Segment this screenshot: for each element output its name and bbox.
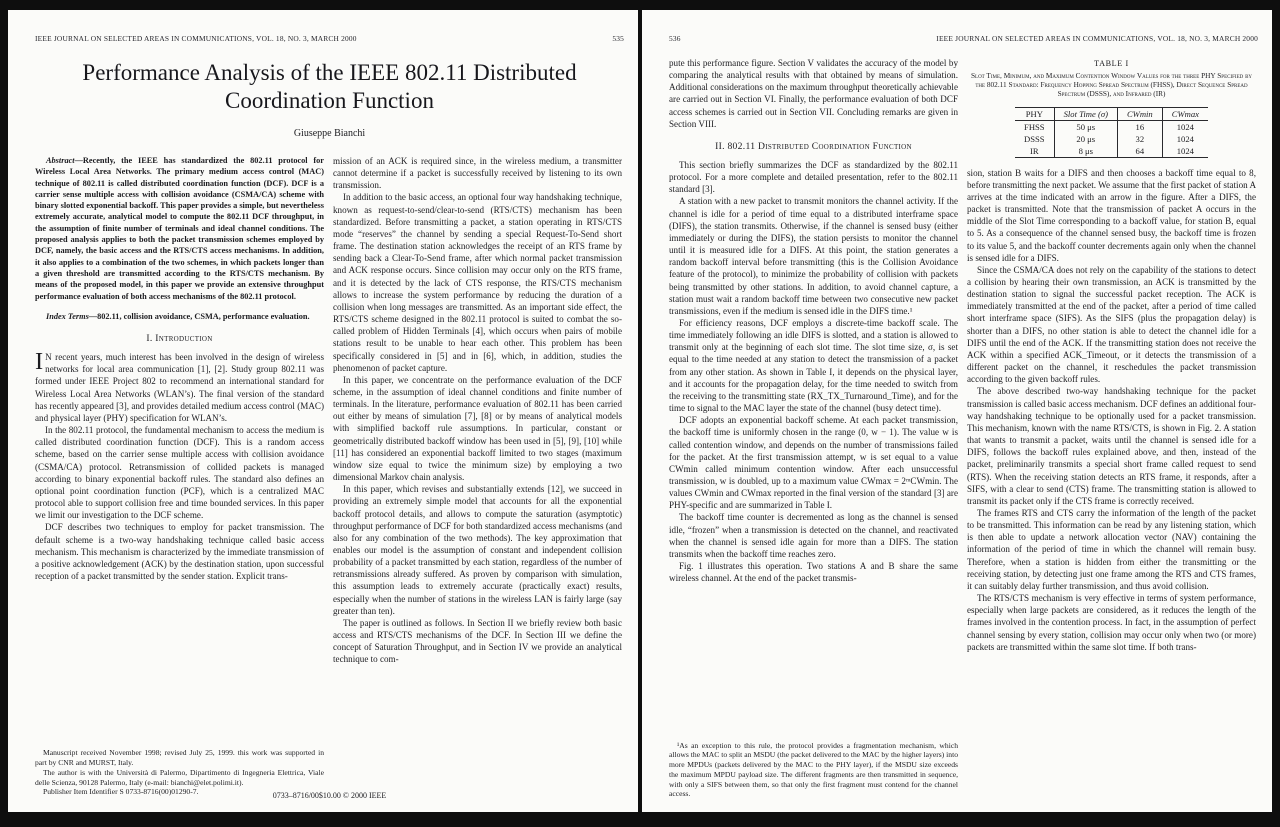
table-1	[967, 57, 1256, 158]
paragraph: The frames RTS and CTS carry the information of the length of the packet to be transmitted. This information can be read by any listening station, which is then able to update a network allocation vector (NAV) containing the information of the period of time in which the channel will remain busy. Therefore, when a station is hidden from either the transmitting or the receiving station, by detecting just one frame among the RTS and CTS frames, it can suitably delay further transmission, and thus avoid collision.	[967, 507, 1256, 591]
abstract-label: Abstract—	[46, 156, 83, 165]
table-cell: FHSS	[1024, 121, 1045, 132]
index-terms	[35, 311, 324, 322]
index-terms-label: Index Terms—	[46, 311, 98, 321]
table-row	[1015, 133, 1208, 145]
abstract-text: Recently, the IEEE has standardized the 802.11 protocol for Wireless Local Area Networks. The primary medium access control (MAC) technique of 802.11 is called distributed coordination function (DCF). DCF is a carrier sense multiple access with collision avoidance (CSMA/CA) scheme with binary slotted exponential backoff. This paper provides a simple, but nevertheless extremely accurate, analytical model to compute the 802.11 DCF throughput, in the assumption of finite number of terminals and ideal channel conditions. The proposed analysis applies to both the packet transmission schemes employed by DCF, namely, the basic access and the RTS/CTS access mechanisms. In addition, it also applies to a combination of the two schemes, in which packets longer than a given threshold are transmitted according to the RTS/CTS mechanism. By means of the proposed model, in this paper we provide an extensive throughput performance evaluation of both access mechanisms of the 802.11 protocol.	[35, 156, 324, 301]
intro-paragraph-text: N recent years, much interest has been involved in the design of wireless networks for local area communication [1], [2]. Study group 802.11 was formed under IEEE Project 802 to recommend an international standard for Wireless Local Area Networks (WLAN’s). The final version of the standard has recently appeared [3], and provides detailed medium access control (MAC) and physical layer (PHY) specification for WLAN’s.	[35, 352, 324, 423]
table-cell: 1024	[1162, 120, 1208, 133]
author-footnotes	[35, 740, 324, 797]
column-left	[35, 155, 324, 797]
table-cell: 32	[1117, 133, 1162, 145]
paragraph: The paper is outlined as follows. In Section II we briefly review both basic access and RTS/CTS mechanisms of the DCF. In Section III we define the concept of Saturation Throughput, and in Section IV we provide an analytical technique to com-	[333, 617, 622, 665]
paragraph: In this paper, which revises and substantially extends [12], we succeed in providing an extremely simple model that accounts for all the exponential backoff protocol details, and allows to compute the saturation (asymptotic) throughput performance of DCF for both standardized access mechanisms (and also for any combination of the two methods). The key approximation that enables our model is the assumption of constant and independent collision probability of a packet transmitted by each station, regardless of the number of retransmissions already suffered. As proven by comparison with simulation, this assumption leads to extremely accurate (practically exact) results, especially when the number of stations in the wireless LAN is fairly large (say greater than ten).	[333, 484, 622, 616]
table-cell: 1024	[1162, 145, 1208, 158]
journal-title: IEEE JOURNAL ON SELECTED AREAS IN COMMUNICATIONS, VOL. 18, NO. 3, MARCH 2000	[35, 34, 357, 43]
footnote-affiliation: The author is with the Università di Palermo, Dipartimento di Ingegneria Elettrica, Viale delle Scienza, 90128 Palermo, Italy (e-mail: bianchi@elet.polimi.it).	[35, 767, 324, 787]
index-terms-text: 802.11, collision avoidance, CSMA, performance evaluation.	[97, 311, 310, 321]
paragraph: DCF describes two techniques to employ for packet transmission. The default scheme is a two-way handshaking technique called basic access mechanism. This mechanism is characterized by the immediate transmission of a positive acknowledgement (ACK) by the destination station, upon successful reception of a packet transmitted by the sender station. Explicit trans-	[35, 522, 324, 581]
page-spread	[8, 10, 1272, 812]
table-cell: 16	[1117, 120, 1162, 133]
table-cell: 8 μs	[1054, 145, 1117, 158]
section-heading-2: II. 802.11 Distributed Coordination Function	[715, 140, 912, 152]
column-right	[333, 155, 622, 797]
table-cell: DSSS	[1024, 133, 1045, 144]
fragmentation-footnote	[669, 733, 958, 799]
column-right	[967, 57, 1256, 799]
page-number: 536	[669, 34, 681, 43]
page-535	[8, 10, 638, 812]
table-cell: 50 μs	[1054, 120, 1117, 133]
table-row	[1015, 145, 1208, 158]
paragraph: The backoff time counter is decremented as long as the channel is sensed idle, “frozen” when a transmission is detected on the channel, and reactivated when the channel is sensed idle again for more than a DIFS. The station transmits when the backoff time reaches zero.	[669, 512, 958, 559]
footnote-text: ¹As an exception to this rule, the protocol provides a fragmentation mechanism, which allows the MAC to split an MSDU (the packet delivered to the MAC by the higher layers) into more MPDUs (packets delivered by the MAC to the PHY layer), if the MSDU size exceeds the maximum MPDU payload size. The different fragments are then transmitted in sequence, with only a SIFS between them, so that only the first fragment must contend for the channel access.	[669, 740, 958, 799]
paragraph: Fig. 1 illustrates this operation. Two stations A and B share the same wireless channel. At the end of the packet transmis-	[669, 561, 958, 584]
paragraph: pute this performance figure. Section V validates the accuracy of the model by comparing the analytical results with that obtained by means of simulation. Additional considerations on the maximum throughput theoretically achievable are carried out in Section VI. Finally, the performance evaluation of both DCF access schemes is carried out in Section VII. Concluding remarks are given in Section VIII.	[669, 58, 958, 129]
table-header-cell: CWmin	[1117, 107, 1162, 120]
paragraph: In the 802.11 protocol, the fundamental mechanism to access the medium is called distributed coordination function (DCF). This is a random access scheme, based on the carrier sense multiple access with collision avoidance (CSMA/CA) protocol. Retransmission of collided packets is managed according to binary exponential backoff rules. The standard also defines an optional point coordination function (PCF), which is a centralized MAC protocol able to support collision free and time bounded services. In this paper we limit our investigation to the DCF scheme.	[35, 425, 324, 521]
column-left	[669, 57, 958, 799]
footnote-identifier: Publisher Item Identifier S 0733-8716(00)01290-7.	[43, 787, 199, 797]
running-header	[669, 34, 1258, 43]
page-536	[642, 10, 1272, 812]
paragraph: In this paper, we concentrate on the performance evaluation of the DCF scheme, in the assumption of ideal channel conditions and finite number of terminals. In the literature, performance evaluation of 802.11 has been carried out either by means of simulation [7], [8] or by means of analytical models with simplified backoff rule assumptions. In particular, constant or geometrically distributed backoff window has been used in [5], [9], [10] while [11] has considered an exponential backoff limited to two stages (maximum window size equal to twice the minimum size) by employing a two dimensional Markov chain analysis.	[333, 374, 622, 483]
section-heading-1: I. Introduction	[146, 333, 213, 345]
table-cell: IR	[1015, 145, 1054, 158]
table-label: TABLE I	[1094, 59, 1129, 68]
paragraph: A station with a new packet to transmit monitors the channel activity. If the channel is idle for a period of time equal to a distributed interframe space (DIFS), the station transmits. Otherwise, if the channel is sensed busy (either immediately or during the DIFS), the station persists to monitor the channel until it is measured idle for a DIFS. At this point, the station generates a random backoff interval before transmitting (this is the Collision Avoidance feature of the protocol), to minimize the probability of collision with packets being transmitted by other stations. In addition, to avoid channel capture, a station must wait a random backoff time between two consecutive new packet transmissions, even if the medium is sensed idle in the DIFS time.¹	[669, 196, 958, 316]
paragraph: sion, station B waits for a DIFS and then chooses a backoff time equal to 8, before transmitting the next packet. We assume that the first packet of station A arrives at the time indicated with an arrow in the figure. After a DIFS, the packet is transmitted. Note that the transmission of packet A occurs in the middle of the Slot Time corresponding to a backoff value, for station B, equal to 5. As a consequence of the channel sensed busy, the backoff time is frozen to its value 5, and the backoff counter decrements again only when the channel is sensed idle for a DIFS.	[967, 167, 1256, 263]
paper-title: Performance Analysis of the IEEE 802.11 Distributed Coordination Function	[82, 60, 577, 113]
paragraph	[35, 348, 324, 424]
paragraph: mission of an ACK is required since, in the wireless medium, a transmitter cannot determine if a packet is successfully received by listening to its own transmission.	[333, 156, 622, 191]
journal-title: IEEE JOURNAL ON SELECTED AREAS IN COMMUNICATIONS, VOL. 18, NO. 3, MARCH 2000	[936, 34, 1258, 43]
paragraph: In addition to the basic access, an optional four way handshaking technique, known as request-to-send/clear-to-send (RTS/CTS) mechanism has been standardized. Before transmitting a packet, a station operating in RTS/CTS mode “reserves” the channel by sending a special Request-To-Send short frame. The destination station acknowledges the receipt of an RTS frame by sending back a Clear-To-Send frame, after which normal packet transmission and ACK response occurs. Since collision may occur only on the RTS frame, and it is detected by the lack of CTS response, the RTS/CTS mechanism allows to increase the system performance by reducing the duration of a collision when long messages are transmitted. As an important side effect, the RTS/CTS scheme designed in the 802.11 protocol is suited to combat the so-called problem of Hidden Terminals [4], which occurs when pairs of mobile stations result to be unable to hear each other. This problem has been specifically considered in [5] and in [6], which, in addition, studies the phenomenon of packet capture.	[333, 192, 622, 373]
table-row	[1015, 120, 1208, 133]
paragraph: For efficiency reasons, DCF employs a discrete-time backoff scale. The time immediately following an idle DIFS is slotted, and a station is allowed to transmit only at the beginning of each slot time. The slot time size, σ, is set equal to the time needed at any station to detect the transmission of a packet from any other station. As shown in Table I, it depends on the physical layer, and it accounts for the propagation delay, for the time needed to switch from the receiving to the transmitting state (RX_TX_Turnaround_Time), and for the time to signal to the MAC layer the state of the channel (busy detect time).	[669, 317, 958, 414]
footnote-manuscript: Manuscript received November 1998; revised July 25, 1999. this work was supported in part by CNR and MURST, Italy.	[35, 748, 324, 768]
table-cell: 20 μs	[1054, 133, 1117, 145]
table-cell: 1024	[1162, 133, 1208, 145]
paragraph: DCF adopts an exponential backoff scheme. At each packet transmission, the backoff time is uniformly chosen in the range (0, w − 1). The value w is called contention window, and depends on the number of transmissions failed for the packet. At the first transmission attempt, w is set equal to a value CWmin called minimum contention window. After each unsuccessful transmission, w is doubled, up to a maximum value CWmax = 2ᵐCWmin. The values CWmin and CWmax reported in the final version of the standard [3] are PHY-specific and are summarized in Table I.	[669, 415, 958, 511]
phy-parameters-table	[1015, 107, 1208, 158]
table-header-row	[1015, 107, 1208, 120]
paragraph: Since the CSMA/CA does not rely on the capability of the stations to detect a collision by hearing their own transmission, an ACK is transmitted by the destination station to signal the successful packet reception. The ACK is immediately transmitted at the end of the packet, after a period of time called short interframe space (SIFS). As the SIFS (plus the propagation delay) is shorter than a DIFS, no other station is able to detect the channel idle for a DIFS until the end of the ACK. If the transmitting station does not receive the ACK within a specified ACK_Timeout, or it detects the transmission of a different packet on the channel, it reschedules the packet transmission according to the given backoff rules.	[967, 264, 1256, 385]
table-caption: Slot Time, Minimum, and Maximum Contention Window Values for the three PHY Specified by the 802.11 Standard: Frequency Hopping Spread Spectrum (FHSS), Direct Sequence Spread Spectrum (DSSS), and Infrared (IR)	[970, 71, 1253, 99]
page-number: 535	[612, 34, 624, 43]
table-cell: 64	[1117, 145, 1162, 158]
author-name: Giuseppe Bianchi	[293, 128, 366, 139]
drop-cap: I	[35, 348, 44, 376]
paragraph: This section briefly summarizes the DCF as standardized by the 802.11 protocol. For a more complete and detailed presentation, refer to the 802.11 standard [3].	[669, 159, 958, 195]
paragraph: The above described two-way handshaking technique for the packet transmission is called basic access mechanism. DCF defines an additional four-way handshaking technique to be optionally used for a packet transmission. This mechanism, known with the name RTS/CTS, is shown in Fig. 2. A station that wants to transmit a packet, waits until the channel is sensed idle for a DIFS, follows the backoff rules explained above, and then, instead of the packet, preliminarily transmits a special short frame called request to send (RTS). When the receiving station detects an RTS frame, it responds, after a SIFS, with a clear to send (CTS) frame. The transmitting station is allowed to transmit its packet only if the CTS frame is correctly received.	[967, 386, 1256, 506]
table-header-cell: PHY	[1015, 107, 1054, 120]
table-header-cell: Slot Time (σ)	[1054, 107, 1117, 120]
running-header	[35, 34, 624, 43]
copyright-line: 0733–8716/00$10.00 © 2000 IEEE	[272, 791, 387, 800]
abstract	[35, 155, 324, 302]
table-header-cell: CWmax	[1162, 107, 1208, 120]
paragraph: The RTS/CTS mechanism is very effective in terms of system performance, especially when large packets are considered, as it reduces the length of the frames involved in the contention process. In fact, in the assumption of perfect channel sensing by every station, collision may occur only when two (or more) packets are transmitted within the same slot time. If both trans-	[967, 593, 1256, 652]
